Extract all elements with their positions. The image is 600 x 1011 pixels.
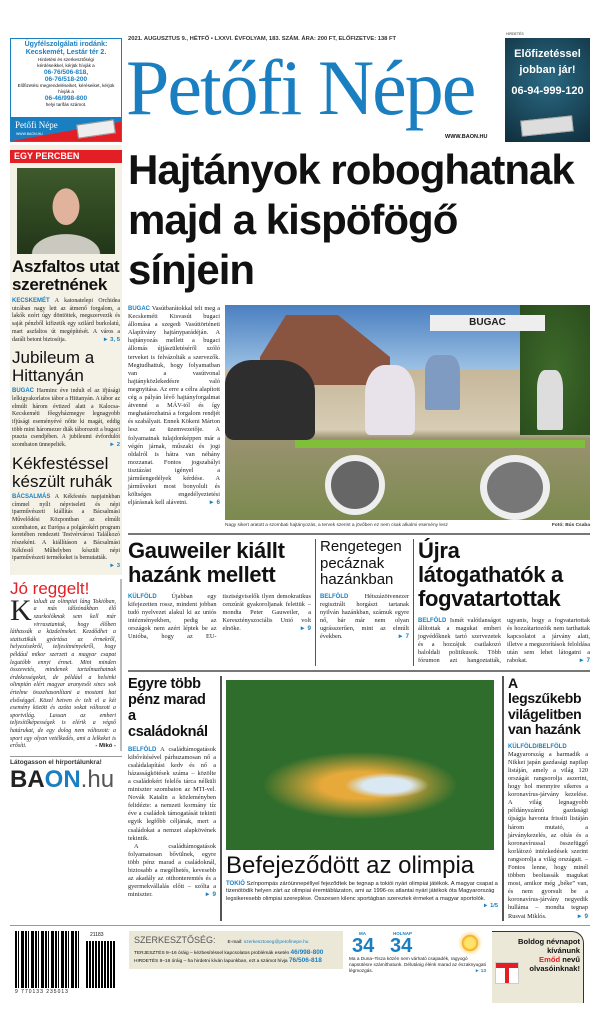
story-text: Magyarország a harmadik a Nikkei japán gazdasági napilap listáján, amely a világ 120 országát rangsorolja aszerint, hogy hol mennyire sikeres a koronavírus-járvány kezelése. A világ legnagyobb példányszámú gazdasági újságja havonta frissíti listáján három mutató, a járványkezelés, az oltás és a koronavírussal összefüggő korlátozó intézkedések szerint rangsorolja a világ országait. – Fontos lenne, hogy minél többen beoltassák magukat most, amikor még „béke” van, és nem gyorsult be a koronavírus-járvány negyedik hulláma – mondta tegnap Rusvai Miklós. [508, 750, 588, 920]
editorial-text: HIRDETÉS 8–16 óráig – ha hirdetni kíván lapunkban, ezt a számot hívja [134, 958, 288, 964]
today-temp: 34 [352, 934, 375, 957]
page-ref[interactable]: ► 2 [109, 442, 120, 449]
portrait-photo [17, 168, 115, 254]
story-headline[interactable]: Egyre több pénz marad a családoknál [128, 675, 208, 740]
page-ref[interactable]: ► 9 [576, 912, 588, 920]
ad-text: helyi tarifás számot. [45, 102, 87, 107]
page-ref[interactable]: ► 3 [109, 563, 120, 570]
story-text: A katonatelepi Orchidea utcában nagy lett az átmenő forgalom, a lakók ezért úgy döntöttek, megszervezik és saját pénzből kifizetik egy szilárd burkolatú, mart aszfaltos út megépítését. A város a darált betont biztosítja. [12, 298, 120, 343]
nameday-text: kívánunk [547, 945, 580, 955]
kicker: TOKIÓ [226, 880, 245, 887]
portal-promo: Látogasson el hírportálunkra! [10, 758, 102, 766]
page-ref[interactable]: ► 7 [397, 632, 409, 640]
ad-phone: 06-94-999-120 [511, 85, 584, 97]
logo-part: ON [44, 765, 81, 793]
olympics-photo [226, 680, 494, 850]
story-text: Újabban egy kifejezetten rossz, mindent jobban tudó nyelvezet alakul ki az uniós intézményekben, pedig az országok nem azért léptek be az Unióba, hogy az EU-tisztségviselők ilyen demokratikus cenzúrát gyakoroljanak felettük – mondta Peter Gauweiler, a Keresztényszociális Unió volt elnöke. [128, 593, 311, 641]
kicker: BELFÖLD [320, 593, 349, 600]
barcode-addon-bars [86, 941, 115, 988]
phone: 46/998-800 [290, 949, 324, 957]
nameday-text: Boldog névnapot [517, 936, 580, 946]
page-ref[interactable]: ► 9 [299, 625, 311, 633]
subscription-ad[interactable] [505, 38, 590, 142]
masthead-url[interactable]: WWW.BAON.HU [445, 134, 488, 140]
ad-tag: HIRDETÉS [506, 32, 524, 36]
headline-line: majd a kispöfögő sínjein [128, 196, 458, 293]
ad-url: WWW.BAON.HU [16, 132, 43, 136]
sidebar-stories [10, 145, 122, 575]
ad-line: jobban jár! [519, 64, 576, 76]
nameday-text: nevű [560, 954, 580, 964]
ad-phone: 06-76/506-818, [43, 69, 89, 76]
morning-column [10, 579, 122, 751]
station-sign: BUGAC [430, 315, 545, 331]
masthead-logo[interactable]: Petőfi Népe [126, 44, 475, 131]
barcode [15, 931, 123, 997]
baon-logo[interactable] [10, 767, 122, 793]
story-text: A családtámogatások folyamatosan bővülnek, egyre több pénz marad a családoknál, biztosabb a megélhetés, kevesebb az akadály az otthonteremtés és a gyermekvállalás előtt – szólta a miniszter. [128, 842, 216, 899]
story-text: Ismét valótlanságot állítottak a magukat emberi jogvédőknek tartó szervezetek és a hozzájuk csatlakozó baloldali politikusok. Több fórumon azt hangoztatták, ugyanis, hogy a fogvatartottak és hozzátartozóik nem tarthattak kapcsolatot a járvány alatt, illetve a megszorítások feloldása után sem lehet látogatni a rabokat. [418, 617, 590, 665]
kicker: KÜLFÖLD [128, 594, 157, 600]
story-headline[interactable]: Gauweiler kiállt hazánk mellett [128, 538, 285, 587]
ad-logo-band [11, 117, 121, 141]
nameday-name: Emőd [539, 954, 561, 964]
sidebar-headline[interactable]: Jubileum a Hittanyán [12, 348, 95, 386]
customer-service-ad[interactable] [10, 38, 122, 142]
divider [128, 533, 590, 535]
kicker: BELFÖLD [418, 618, 447, 624]
column-title: Jó reggelt! [10, 578, 90, 598]
ad-title: Ügyfélszolgálati irodánk: [24, 41, 108, 48]
story-text: A családtámogatások kibővítésével párhuzamosan nő a családalapítási kedv és nő a házasságkötések száma – közölte a családokért felelős tárca nélküli miniszter szombaton az MTI-vel. Novák Katalin a közleményben felidézte: a nemzeti kormány tíz éve a családok támogatását tekinti egyik legfőbb céljának, mert a családokat a nemzet alapkövének tekintik. [128, 745, 216, 842]
email-label: E-mail: [227, 939, 243, 945]
newspaper-icon [520, 115, 573, 136]
story-text: Színpompás záróünnepéllyel fejeződtek be tegnap a tokiói nyári olimpiai játékok. A magyar csapat a tizenötödik helyen zárt az olimpiai éremtáblázaton, ami az 1996-os atlantai nyári játékok óta Magyarország legsikeresebb olimpiai szereplése. Összesen kilenc sportágban szereztek érmeket a magyar sportolók. [226, 880, 498, 902]
ad-phone: 06-76/518-200 [44, 76, 88, 83]
ad-address: Kecskemét, Lestár tér 2. [25, 49, 107, 56]
story-headline[interactable]: Rengetegen pecáznak hazánkban [320, 538, 402, 588]
today-label: MA [359, 930, 366, 936]
page-ref[interactable]: ► 6 [208, 499, 220, 507]
headline-line: Hajtányok roboghatnak [128, 146, 574, 193]
weather-text: Ma a Duna–Tisza közén nem várható csapadék, ragyogó napsütésre számíthatunk. Délutánig élénk marad az északnyugati légmozgás. [349, 955, 486, 973]
barcode-number: 9 770133 235013 [15, 988, 69, 995]
column-text: ialudt az olimpiai láng Tokióban, a más időzónákban élő szurkolóknak sem kell már virrasztaniuk, hogy élőben láthassák a küzdelmeket. Kezdődhet a statisztikák gyártása az érmekről, helyezésekről, teljesítményekről, hogy például mikor szerzett a magyar csapat legutóbb ennyi érmet. Mint minden összevetés, mindenek tartalmazhatnak érdekességeket, de például a helsinki olimpián elért magyar aranyesőt sincs sok értelme összehasonlítani a mostani hat elsőséggel. Közel hetven év telt el a két esemény között és azóta sokat változott a sportvilág. Lassan az emberi teljesítőképességek is elérik a végső határukat, de egy dolog nem változott: a sport egy olyan vetélkedés, ami a lelkeket is erősíti. [10, 598, 116, 750]
nameday-box [492, 931, 584, 1003]
story-text: Hétszázötvenezer regisztrált horgászt tartanak nyilván hazánkban, számuk egyre nő, bár már nem olyan ugrásszerűen, mint az elmúlt években. [320, 592, 409, 640]
ad-line: Előfizetéssel [514, 48, 581, 60]
sidebar-headline[interactable]: Kékfestéssel készült ruhák [12, 453, 113, 491]
logo-part: .hu [80, 765, 115, 793]
page-ref[interactable]: ► 13 [474, 967, 486, 973]
tomorrow-temp: 34 [390, 934, 413, 957]
ad-phone: 06-46/998-800 [44, 95, 88, 102]
page-ref[interactable]: ► 3, 5 [102, 336, 120, 343]
kicker: BELFÖLD [128, 746, 157, 753]
kicker: KECSKEMÉT [12, 298, 50, 304]
editorial-box [129, 931, 343, 970]
tomorrow-label: HOLNAP [393, 930, 412, 936]
kicker: BUGAC [12, 388, 34, 395]
lead-photo [225, 305, 590, 520]
page-ref[interactable]: ► 9 [204, 891, 216, 899]
phone: 76/506-818 [288, 956, 322, 964]
story-headline[interactable]: Befejeződött az olimpia [226, 851, 475, 879]
page-ref[interactable]: ► 1/5 [482, 903, 498, 910]
story-text: A Kékfestés napjainkban címmel nyílt népviseleti és népi iparművészeti kiállítás a Bácsalmási Művelődési Központban az elmúlt szombaton, az Európa a polgárokért program keretében rendezett Testvérvárosi Találkozó részeként. A kiállításon a Bácsalmási Kékfestő Műhelyben készült népi iparművészeti termékeket is bemutatták. [12, 493, 120, 562]
kicker: BUGAC [128, 306, 150, 312]
newspaper-icon [76, 119, 116, 138]
photo-caption: Nagy sikert aratott a szombati hajtányozás, a tervek szerint a jövőben ez nem csak alkalmi esemény lesz [225, 523, 448, 528]
sun-icon [461, 934, 479, 952]
dateline: 2021. AUGUSZTUS 9., HÉTFŐ • LXXVI. ÉVFOLYAM, 183. SZÁM. ÁRA: 200 FT, ELŐFIZETVE: 138 FT [128, 36, 397, 42]
ad-text: Hirdetési és szerkesztőségi kérdéseikkel, kérjük hívják a [37, 57, 95, 68]
logo-part: BA [10, 765, 45, 793]
sidebar [10, 145, 122, 793]
divider [10, 756, 122, 757]
ad-logo: Petőfi Népe [15, 120, 58, 130]
weather [349, 931, 486, 974]
email-link[interactable]: szerkesztoseg@petofinepe.hu [243, 939, 309, 945]
ad-text: Előfizetési megrendeléseiket, kéréseiket, kérjük hívják a [17, 83, 115, 94]
dropcap: K [10, 593, 32, 627]
barcode-addon: 21183 [90, 931, 104, 938]
barcode-bars [15, 931, 79, 988]
signature: - Mikó - [95, 743, 116, 750]
story-text: Harminc éve indult el az ifjúsági lelkigyakorlatos tábor a Hittanyán. A tábor az elmúlt három évtized alatt a Kalocsa-Kecskeméti főegyházmegye legnagyobb ifjúsági eseményévé nőtte ki magát, eddig több mint háromezer diák táborozott a bugaci puszta csendjében. A jubileumi évfordulót szombaton ünnepelték. [12, 388, 120, 449]
divider [128, 670, 590, 672]
gift-icon [495, 962, 519, 984]
story-headline[interactable]: A legszűkebb világelitben van hazánk [508, 674, 582, 738]
page-ref[interactable]: ► 7 [578, 657, 590, 665]
editorial-title: SZERKESZTŐSÉG: [134, 934, 216, 945]
kicker: BÁCSALMÁS [12, 493, 51, 500]
nameday-text: olvasóinknak! [529, 963, 580, 973]
story-headline[interactable]: Újra látogathatók a fogvatartottak [418, 538, 563, 611]
photo-credit: Fotó: Bús Csaba [551, 523, 590, 528]
story-text: Vasútbarátokkal telt meg a Kecskeméti Kisvasút bugaci állomása a szegedi Vasúttörténeti Alapítvány hajtányparádéján. A hajtányozás mellett a bugaci állomás újjászületéséről szóló terveket is felvázolták a szervezők. Megtudhattuk, hogy folyamatban van a vasútvonal hajtányközlekedésre való megnyitása. Az erre a célra alapított cég a pályán lévő hajtányforgalmat átvenné a MÁV-tól és így meghatározhatná a forgalom rendjét és szabályait. Ennek Kökeni Márton lesz az üzemvezetője. A folyamatnak tulajdonképpen már a végén járnak, műszaki és jogi oldalról is hátra van néhány mozzanat. Fontos jogszabályi tisztázást igényel a járműengedélyek kérdése. A járműveket most bonyolult és költséges engedélyeztetési eljárásnak kell alávetni. [128, 305, 220, 507]
section-label: EGY PERCBEN [10, 150, 122, 163]
lead-headline[interactable] [128, 145, 590, 295]
sidebar-headline[interactable]: Aszfaltos utat szeretnének [12, 257, 120, 294]
kicker: KÜLFÖLD/BELFÖLD [508, 743, 567, 750]
editorial-text: TERJESZTÉS 8–16 óráig – kézbesítéssel kapcsolatos problémák esetén [134, 951, 290, 957]
